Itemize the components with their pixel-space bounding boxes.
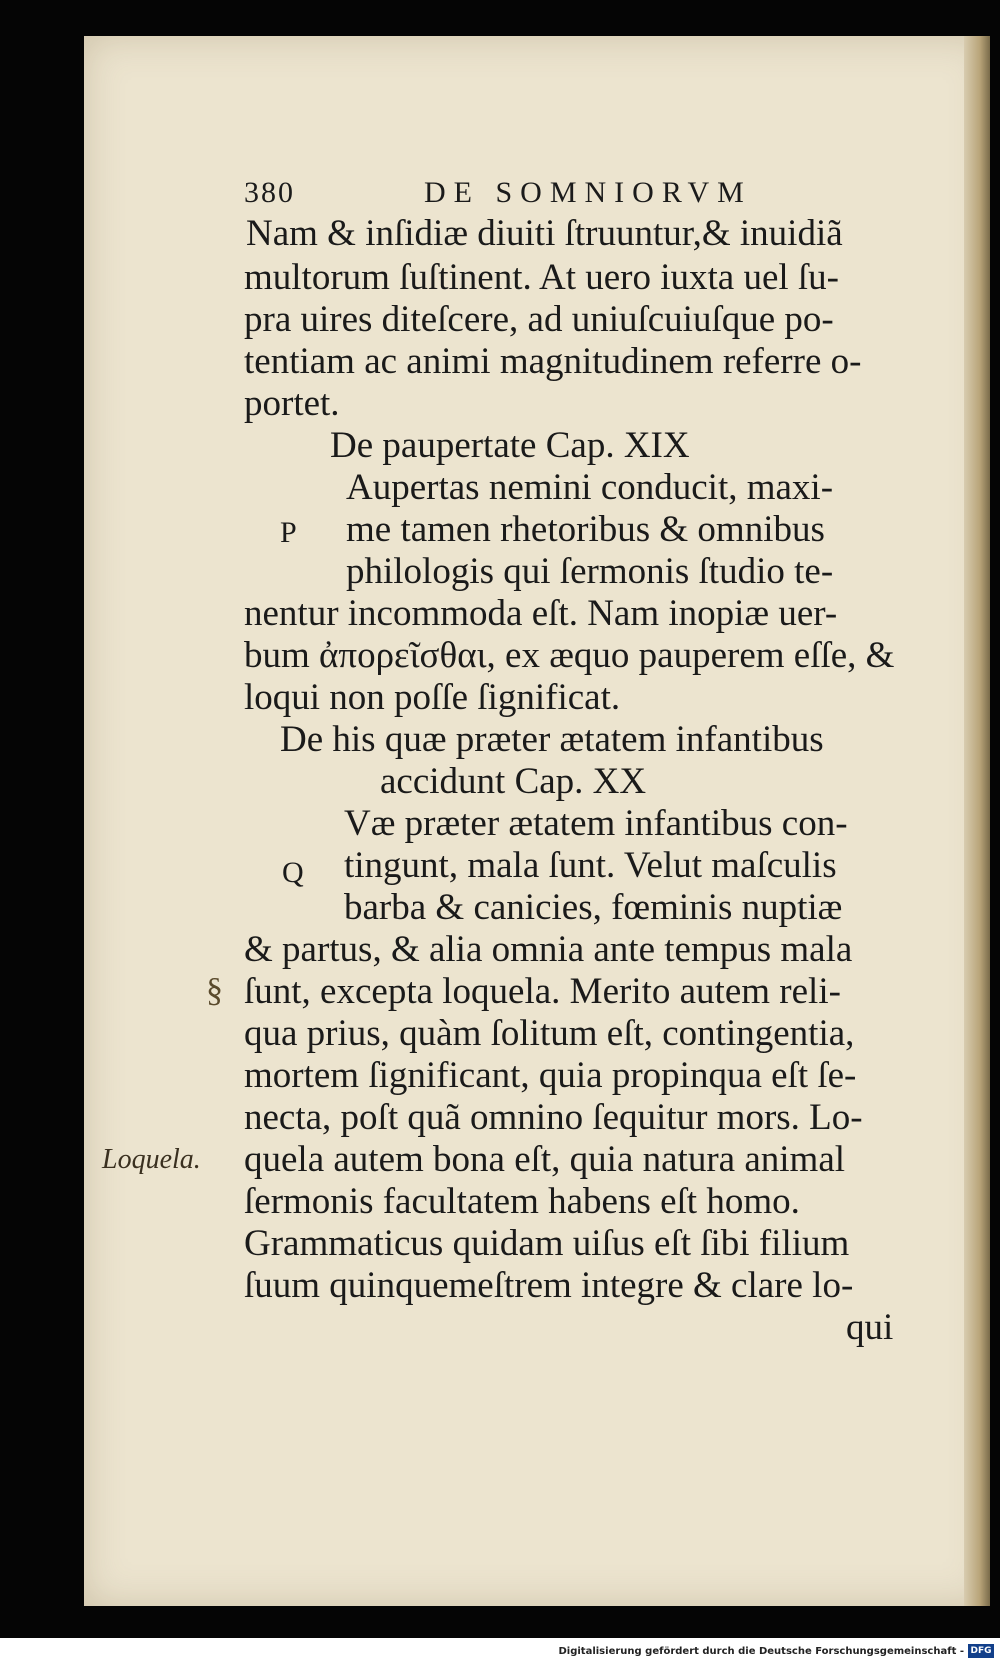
text-line: Væ præter ætatem infantibus con- [344,803,848,844]
text-line: Nam & inſidiæ diuiti ſtruuntur,& inuidiã [246,213,843,254]
funding-credit: Digitalisierung gefördert durch die Deutsche Forschungsgemeinschaft - [558,1646,964,1657]
dropcap-guide-letter: Q [282,856,304,889]
text-line: philologis qui ſermonis ſtudio te- [346,551,834,592]
text-line: necta, poſt quã omnino ſequitur mors. Lo- [244,1097,863,1138]
footer-credit-bar [0,1638,1000,1665]
text-line: ſunt, excepta loquela. Merito autem reli- [244,971,841,1012]
text-line: multorum ſuſtinent. At uero iuxta uel ſu- [244,257,839,298]
chapter-heading: De paupertate Cap. XIX [330,425,690,466]
dropcap-guide-letter: P [280,516,297,549]
text-line: loqui non poſſe ſignificat. [244,677,621,718]
handwritten-marginal-note: Loquela. [102,1144,201,1175]
text-line: ſuum quinquemeſtrem integre & clare lo- [244,1265,854,1306]
text-line: tentiam ac animi magnitudinem referre o- [244,341,862,382]
page-number: 380 [244,176,295,209]
catchword: qui [846,1307,894,1348]
text-line: nentur incommoda eſt. Nam inopiæ uer- [244,593,838,634]
text-line: pra uires diteſcere, ad uniuſcuiuſque po- [244,299,834,340]
text-line: me tamen rhetoribus & omnibus [346,509,825,550]
chapter-heading: De his quæ præter ætatem infantibus [280,719,824,760]
text-line: & partus, & alia omnia ante tempus mala [244,929,853,970]
text-line: qua prius, quàm ſolitum eſt, contingentia, [244,1013,855,1054]
section-mark-annotation: § [206,972,223,1009]
text-line: barba & canicies, fœminis nuptiæ [344,887,843,928]
chapter-heading: accidunt Cap. XX [380,761,647,802]
dfg-logo: DFG [968,1644,994,1658]
text-line: Aupertas nemini conducit, maxi- [346,467,834,508]
running-title: DE SOMNIORVM [424,176,752,209]
text-line: quela autem bona eſt, quia natura animal [244,1139,846,1180]
text-line: Grammaticus quidam uiſus eſt ſibi filium [244,1223,850,1264]
text-line: tingunt, mala ſunt. Velut maſculis [344,845,837,886]
text-line: portet. [244,383,340,424]
running-header [244,172,964,216]
text-line: ſermonis facultatem habens eſt homo. [244,1181,800,1222]
text-line: bum ἀπορεῖσθαι, ex æquo pauperem eſſe, & [244,635,895,676]
text-line: mortem ſignificant, quia propinqua eſt ſe- [244,1055,857,1096]
page-edge [964,36,990,1606]
